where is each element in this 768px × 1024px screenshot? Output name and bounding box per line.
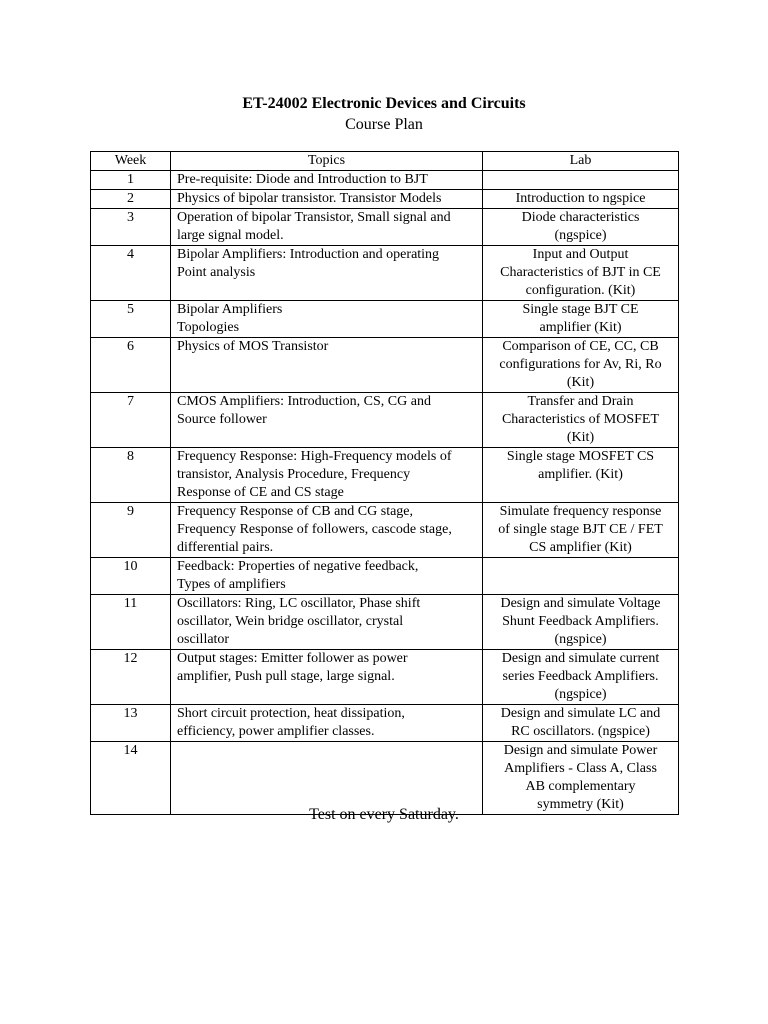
table-row [91, 190, 679, 209]
lab-line: amplifier. (Kit) [538, 467, 623, 482]
table-body [91, 171, 679, 815]
lab-line: RC oscillators. (ngspice) [511, 724, 650, 739]
topics-line: oscillator [177, 632, 230, 647]
topics-cell [171, 558, 483, 595]
lab-line: (ngspice) [554, 687, 607, 702]
lab-line: Characteristics of MOSFET [501, 412, 660, 427]
topics-cell [171, 650, 483, 705]
topics-line: Feedback: Properties of negative feedback, [177, 559, 419, 574]
lab-cell [483, 503, 679, 558]
header-week: Week [91, 152, 171, 171]
topics-cell [171, 209, 483, 246]
week-cell: 7 [91, 393, 171, 448]
topics-line: Oscillators: Ring, LC oscillator, Phase shift [177, 596, 421, 611]
topics-line: transistor, Analysis Procedure, Frequency [177, 467, 411, 482]
topics-line: Operation of bipolar Transistor, Small signal and [177, 210, 451, 225]
course-plan-table [90, 151, 679, 815]
lab-line: Design and simulate LC and [500, 706, 661, 721]
topics-line: Source follower [177, 412, 267, 427]
week-cell: 1 [91, 171, 171, 190]
week-cell: 4 [91, 246, 171, 301]
lab-line: CS amplifier (Kit) [529, 540, 632, 555]
header-topics: Topics [171, 152, 483, 171]
week-cell: 12 [91, 650, 171, 705]
topics-line: Bipolar Amplifiers [177, 302, 283, 317]
topics-line: Pre-requisite: Diode and Introduction to BJT [177, 172, 428, 187]
lab-line: (ngspice) [554, 228, 607, 243]
lab-line: AB complementary [525, 779, 636, 794]
topics-cell [171, 190, 483, 209]
lab-line: Simulate frequency response [499, 504, 662, 519]
topics-line: large signal model. [177, 228, 284, 243]
lab-line [489, 558, 672, 576]
topics-line: amplifier, Push pull stage, large signal. [177, 669, 395, 684]
lab-cell [483, 338, 679, 393]
lab-line: series Feedback Amplifiers. [502, 669, 659, 684]
topics-cell [171, 448, 483, 503]
lab-line [489, 171, 672, 189]
topics-line [177, 742, 476, 760]
week-cell: 14 [91, 742, 171, 815]
topics-cell [171, 301, 483, 338]
lab-cell [483, 301, 679, 338]
lab-line: (Kit) [566, 375, 595, 390]
lab-line: Comparison of CE, CC, CB [502, 339, 659, 354]
lab-line: Input and Output [532, 247, 629, 262]
topics-line: Response of CE and CS stage [177, 485, 344, 500]
topics-line: differential pairs. [177, 540, 274, 555]
table-header-row [91, 152, 679, 171]
table-row [91, 705, 679, 742]
topics-cell [171, 595, 483, 650]
topics-line: Types of amplifiers [177, 577, 286, 592]
lab-line: configuration. (Kit) [525, 283, 636, 298]
lab-cell [483, 448, 679, 503]
week-cell: 2 [91, 190, 171, 209]
lab-line: Design and simulate Power [503, 743, 658, 758]
topics-line: efficiency, power amplifier classes. [177, 724, 375, 739]
table-row [91, 301, 679, 338]
topics-line: Bipolar Amplifiers: Introduction and operating [177, 247, 440, 262]
topics-cell [171, 171, 483, 190]
lab-line: (Kit) [566, 430, 595, 445]
document-subtitle: Course Plan [345, 116, 423, 133]
header-lab: Lab [483, 152, 679, 171]
week-cell: 6 [91, 338, 171, 393]
topics-line: Topologies [177, 320, 240, 335]
lab-cell [483, 246, 679, 301]
lab-cell [483, 558, 679, 595]
week-cell: 8 [91, 448, 171, 503]
lab-cell [483, 705, 679, 742]
lab-cell [483, 595, 679, 650]
topics-line: CMOS Amplifiers: Introduction, CS, CG and [177, 394, 431, 409]
lab-line: Single stage BJT CE [522, 302, 639, 317]
table-row [91, 171, 679, 190]
topics-line: Frequency Response of followers, cascode stage, [177, 522, 452, 537]
topics-line: Output stages: Emitter follower as power [177, 651, 408, 666]
lab-line: Characteristics of BJT in CE [500, 265, 661, 280]
lab-line: configurations for Av, Ri, Ro [499, 357, 662, 372]
table-row [91, 246, 679, 301]
table-row [91, 558, 679, 595]
table-row [91, 209, 679, 246]
table-row [91, 448, 679, 503]
week-cell: 9 [91, 503, 171, 558]
topics-line: oscillator, Wein bridge oscillator, crystal [177, 614, 404, 629]
lab-line: Diode characteristics [521, 210, 640, 225]
lab-line: Design and simulate Voltage [500, 596, 661, 611]
topics-cell [171, 503, 483, 558]
lab-line: amplifier (Kit) [539, 320, 622, 335]
week-cell: 5 [91, 301, 171, 338]
lab-cell [483, 650, 679, 705]
topics-line: Point analysis [177, 265, 256, 280]
lab-line: (ngspice) [554, 632, 607, 647]
topics-cell [171, 393, 483, 448]
lab-line: Amplifiers - Class A, Class [504, 761, 657, 776]
lab-cell [483, 171, 679, 190]
table-row [91, 650, 679, 705]
topics-cell [171, 246, 483, 301]
topics-line: Frequency Response: High-Frequency models of [177, 449, 452, 464]
week-cell: 10 [91, 558, 171, 595]
topics-cell [171, 338, 483, 393]
topics-line: Physics of bipolar transistor. Transistor Models [177, 191, 442, 206]
lab-line: of single stage BJT CE / FET [498, 522, 663, 537]
lab-line: Transfer and Drain [527, 394, 634, 409]
topics-line: Frequency Response of CB and CG stage, [177, 504, 414, 519]
lab-cell [483, 209, 679, 246]
table-row [91, 503, 679, 558]
lab-cell [483, 393, 679, 448]
table-row [91, 338, 679, 393]
topics-cell [171, 705, 483, 742]
lab-line: Shunt Feedback Amplifiers. [502, 614, 659, 629]
document-title: ET-24002 Electronic Devices and Circuits [242, 95, 526, 112]
lab-line: symmetry (Kit) [537, 797, 624, 812]
topics-line: Short circuit protection, heat dissipation, [177, 706, 405, 721]
lab-line: Design and simulate current [501, 651, 660, 666]
week-cell: 11 [91, 595, 171, 650]
week-cell: 3 [91, 209, 171, 246]
topics-line: Physics of MOS Transistor [177, 339, 329, 354]
table-row [91, 393, 679, 448]
lab-line: Single stage MOSFET CS [506, 449, 655, 464]
lab-cell [483, 190, 679, 209]
week-cell: 13 [91, 705, 171, 742]
footer-note: Test on every Saturday. [309, 806, 459, 823]
table-row [91, 595, 679, 650]
lab-line: Introduction to ngspice [515, 191, 646, 206]
